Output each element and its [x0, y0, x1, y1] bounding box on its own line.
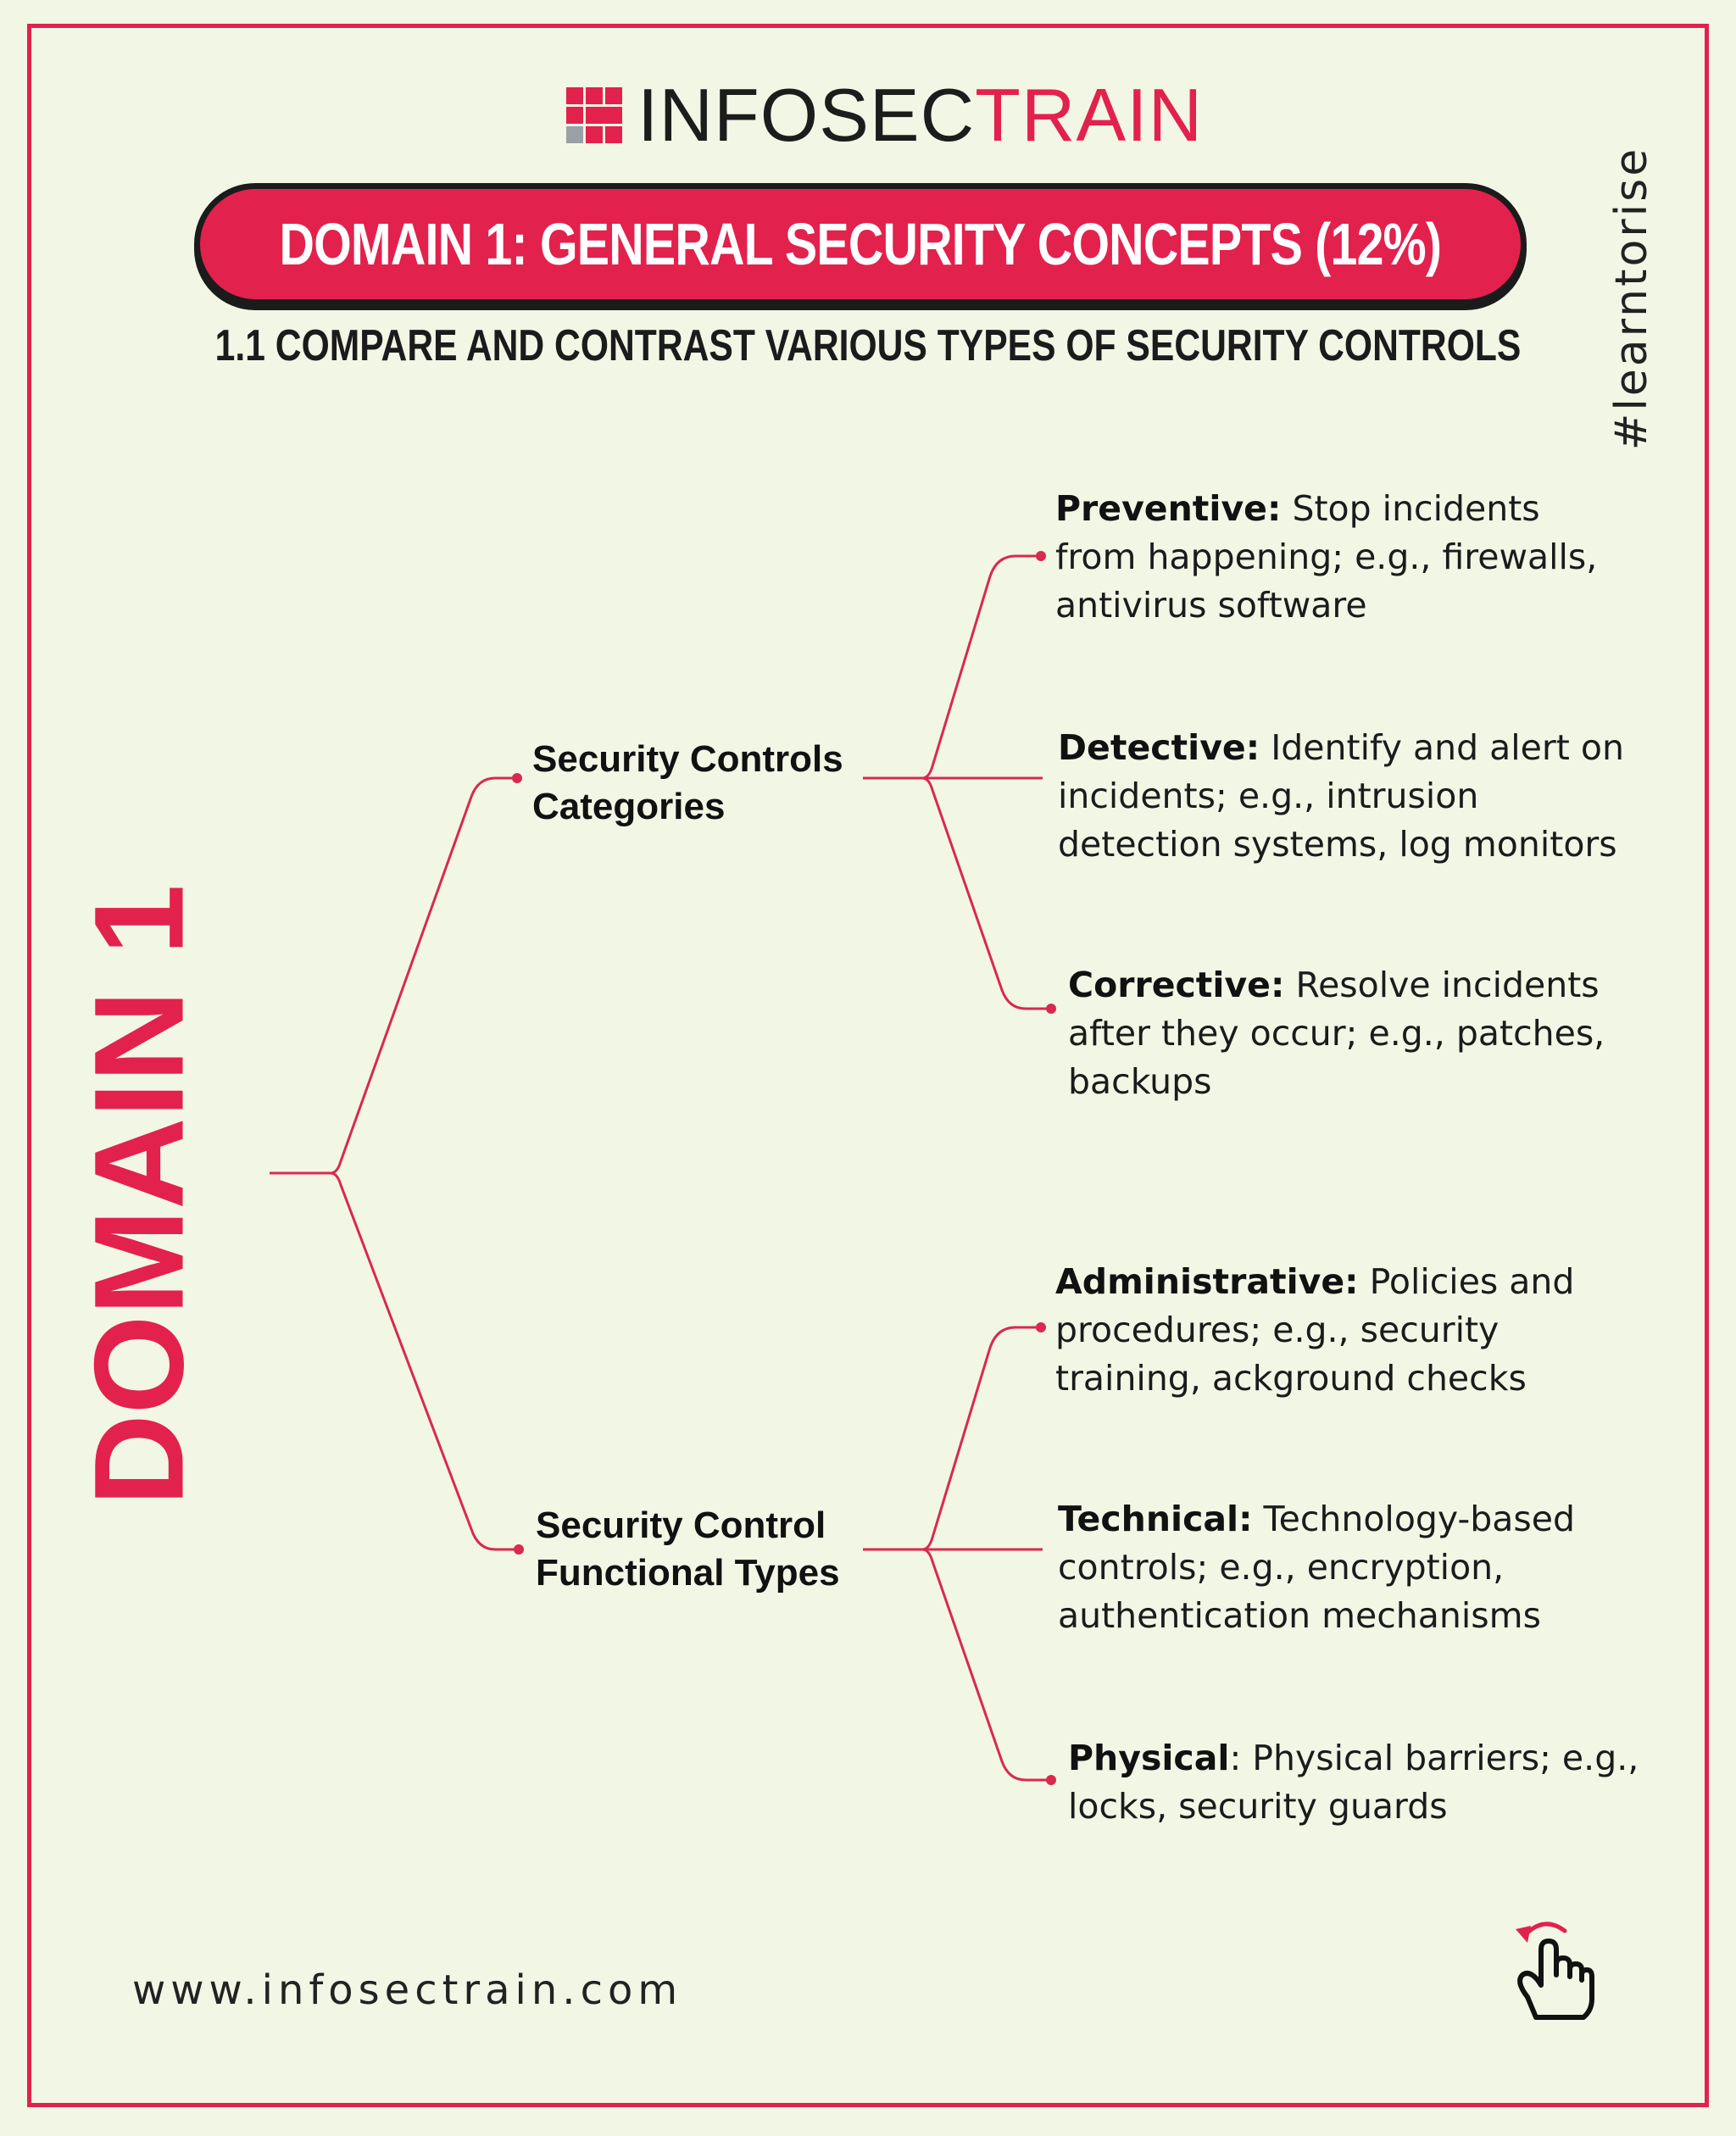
leaf-administrative — [1055, 1258, 1632, 1403]
branch-label-line: Functional Types — [536, 1552, 840, 1594]
branch2-leaf1-connector — [922, 1327, 1041, 1549]
branch1-leaf3-connector — [922, 778, 1051, 1009]
root-label: DOMAIN 1 — [67, 884, 210, 1506]
leaf-text: Policies and procedures; e.g., security training, ackground checks — [1055, 1261, 1575, 1399]
branch2-leaf1-dot — [1036, 1322, 1046, 1332]
branch1-leaf1-dot — [1036, 551, 1046, 561]
branch-label-categories — [532, 736, 843, 831]
branch2-dot — [514, 1544, 524, 1555]
section-subtitle: 1.1 COMPARE AND CONTRAST VARIOUS TYPES OF SECURITY CONTROLS — [214, 321, 1522, 370]
branch1-dot — [512, 773, 522, 783]
leaf-text: Stop incidents from happening; e.g., firewalls, antivirus software — [1055, 488, 1598, 626]
leaf-detective — [1058, 724, 1634, 869]
swipe-hand-icon — [1500, 1916, 1602, 2026]
branch-label-line: Security Control — [536, 1505, 826, 1546]
leaf-text: : Physical barriers; e.g., locks, security guards — [1068, 1738, 1639, 1827]
leaf-term: Administrative: — [1055, 1261, 1359, 1302]
leaf-text: Resolve incidents after they occur; e.g., patches, backups — [1068, 965, 1605, 1102]
leaf-physical — [1068, 1734, 1644, 1831]
hashtag-label: #learntorise — [1606, 146, 1657, 451]
branch-label-line: Security Controls — [532, 738, 843, 780]
branch2-leaf3-dot — [1046, 1775, 1056, 1785]
website-url: www.infosectrain.com — [132, 1966, 683, 2014]
leaf-preventive — [1055, 485, 1632, 630]
leaf-term: Physical — [1068, 1738, 1230, 1778]
branch-label-functional-types — [536, 1502, 840, 1597]
leaf-text: Technology-based controls; e.g., encryption, authentication mechanisms — [1058, 1499, 1576, 1636]
leaf-text: Identify and alert on incidents; e.g., intrusion detection systems, log monitors — [1058, 727, 1624, 865]
branch2-leaf3-connector — [922, 1549, 1051, 1780]
root-to-branch2-connector — [331, 1173, 517, 1549]
leaf-technical — [1058, 1495, 1634, 1640]
leaf-term: Technical: — [1058, 1499, 1253, 1539]
leaf-term: Corrective: — [1068, 965, 1285, 1005]
leaf-corrective — [1068, 961, 1644, 1106]
brand-name-part2: TRAIN — [975, 73, 1204, 157]
brand-name-part1: INFOSEC — [637, 73, 976, 157]
branch-label-line: Categories — [532, 786, 726, 827]
banner-title: DOMAIN 1: GENERAL SECURITY CONCEPTS (12%) — [279, 211, 1442, 277]
branch1-leaf3-dot — [1046, 1004, 1056, 1014]
leaf-term: Detective: — [1058, 727, 1260, 768]
root-to-branch1-connector — [331, 778, 517, 1173]
branch1-leaf1-connector — [922, 556, 1041, 778]
leaf-term: Preventive: — [1055, 488, 1282, 529]
